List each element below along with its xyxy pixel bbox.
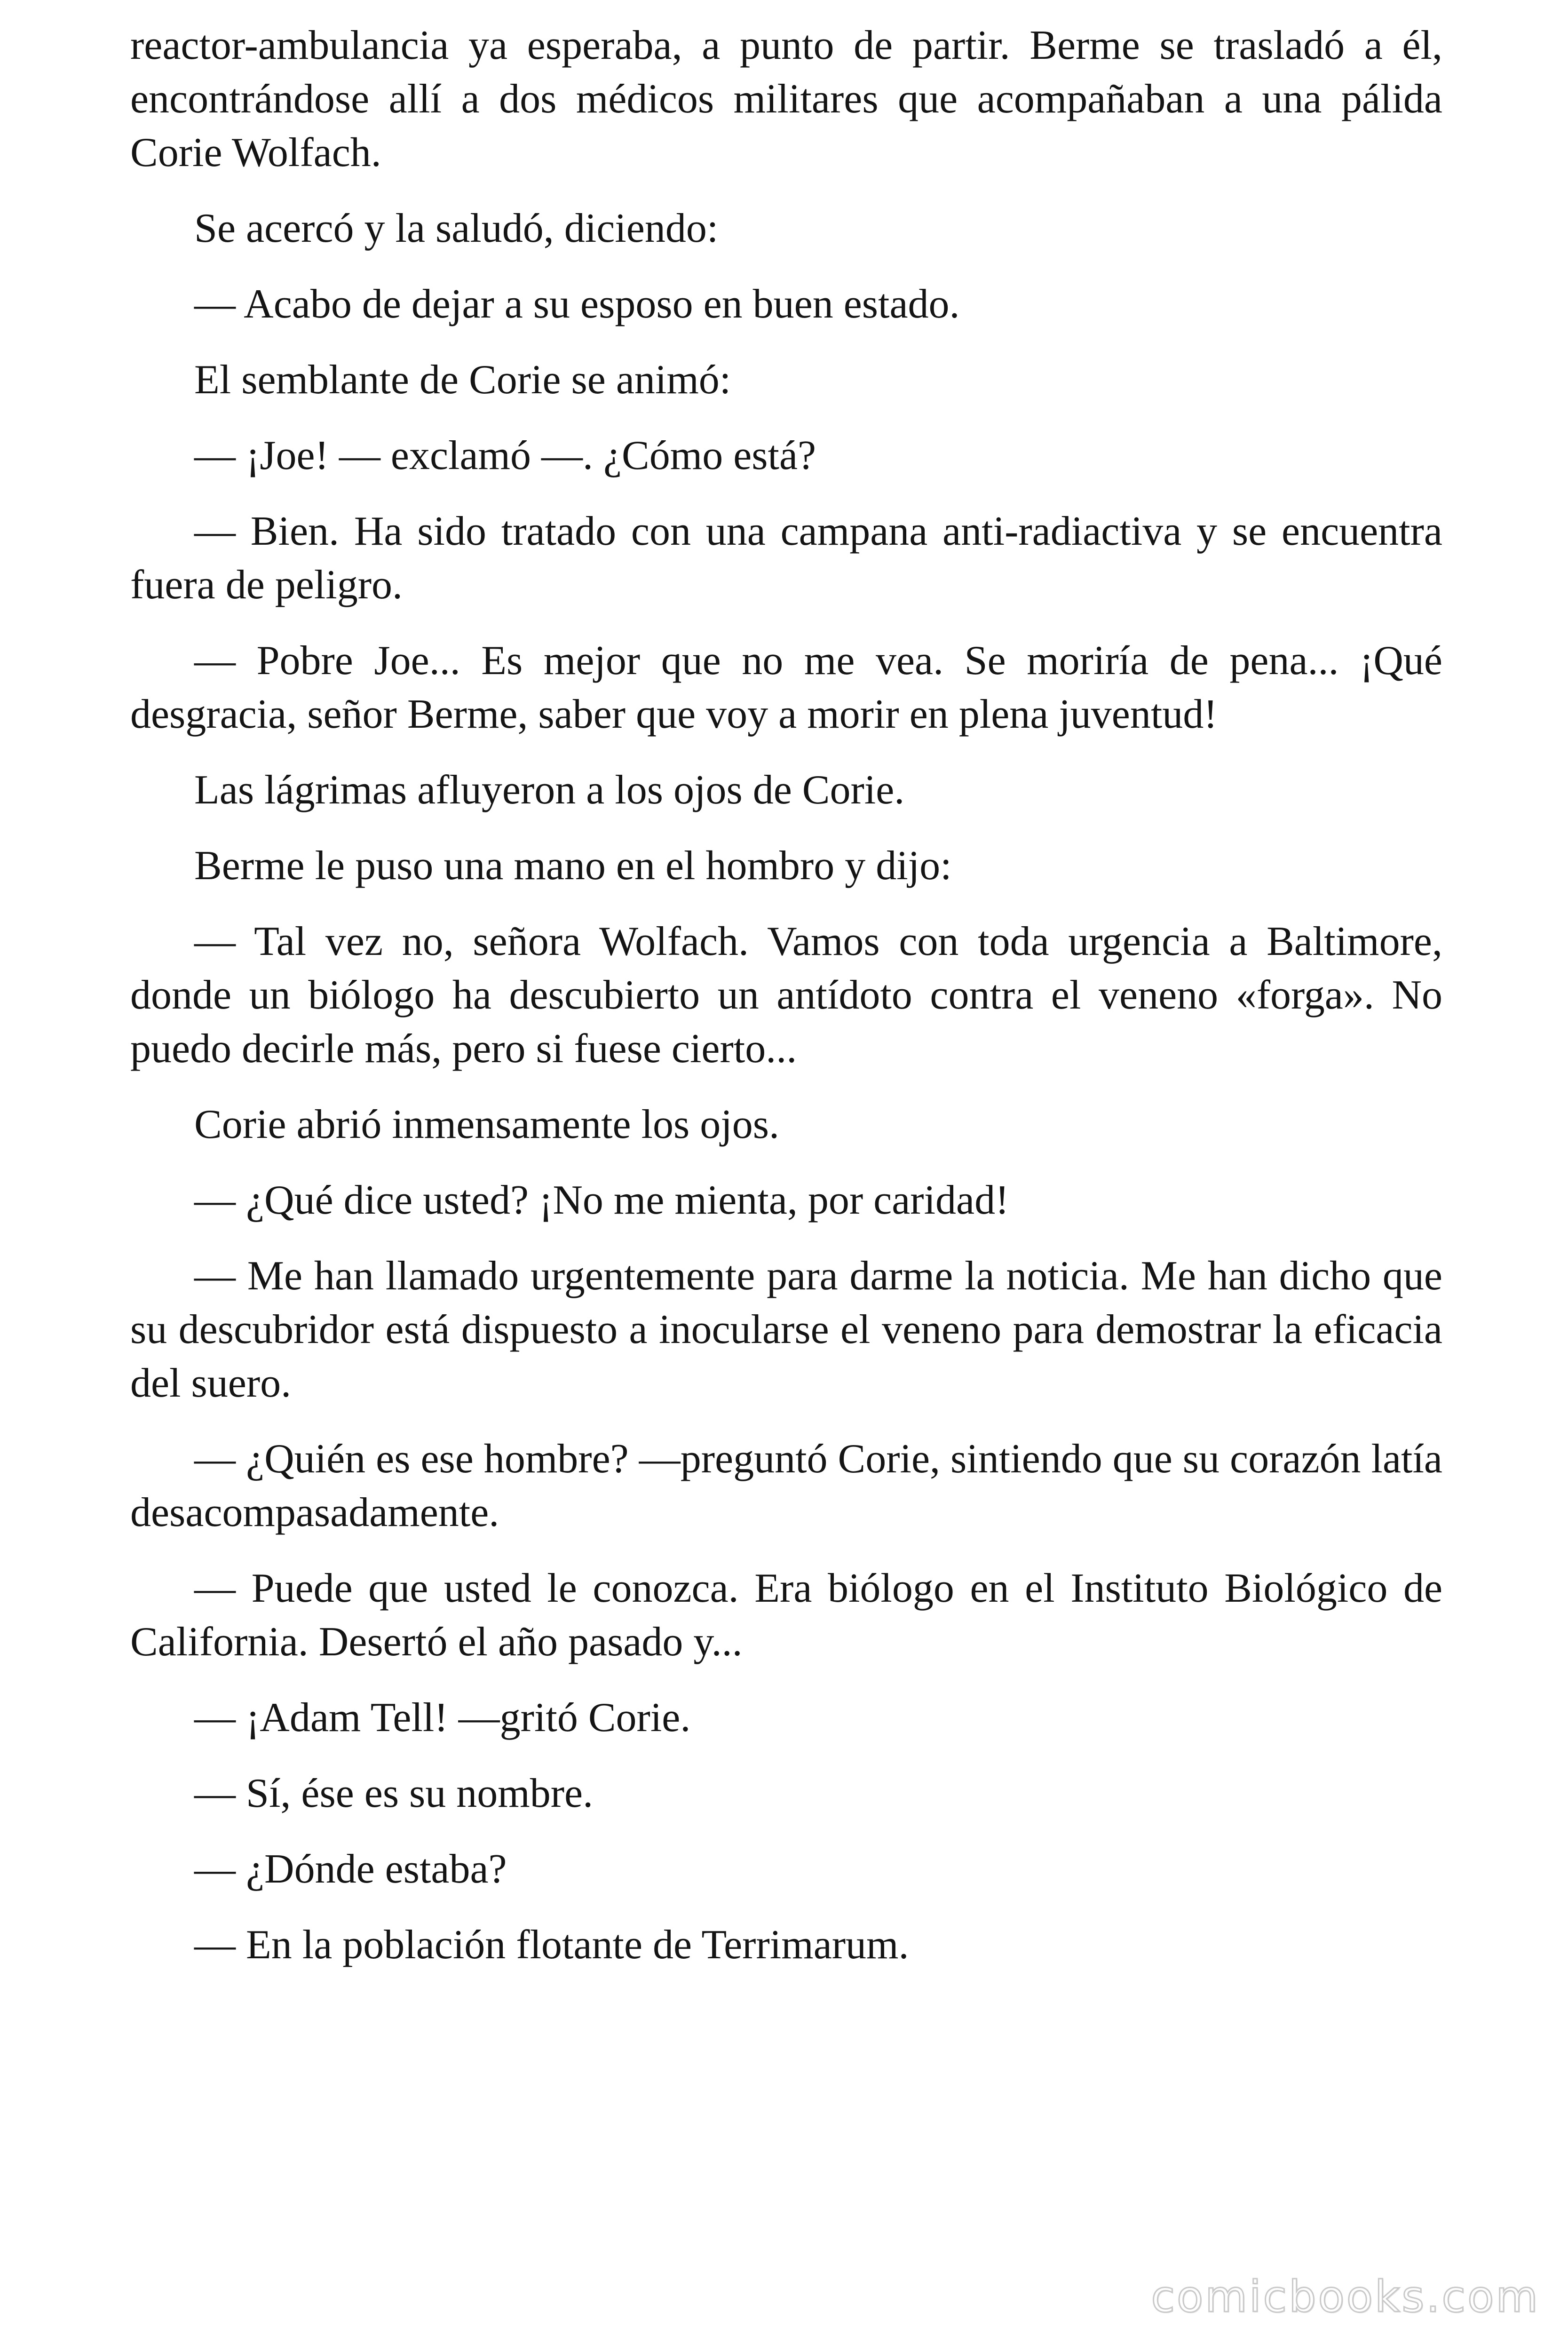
paragraph: — Pobre Joe... Es mejor que no me vea. Se moriría de pena... ¡Qué desgracia, señor Berme, saber que voy a morir en plena juventud! [130,638,1442,737]
paragraph: — Puede que usted le conozca. Era biólogo en el Instituto Biológico de California. Desertó el año pasado y... [130,1565,1442,1665]
paragraph: — ¡Adam Tell! —gritó Corie. [194,1695,691,1740]
paragraph: — En la población flotante de Terrimarum. [194,1922,909,1968]
paragraph: — Sí, ése es su nombre. [194,1771,594,1816]
paragraph: — Acabo de dejar a su esposo en buen estado. [194,281,960,327]
paragraph: — ¿Qué dice usted? ¡No me mienta, por caridad! [194,1177,1009,1223]
paragraph: — ¿Dónde estaba? [194,1846,507,1892]
paragraph: Corie abrió inmensamente los ojos. [194,1102,779,1147]
paragraph: Berme le puso una mano en el hombro y dijo: [194,843,952,889]
page-body [130,19,1442,1994]
watermark: comicbooks.com [1151,2272,1540,2322]
paragraph: — Tal vez no, señora Wolfach. Vamos con toda urgencia a Baltimore, donde un biólogo ha descubierto un antídoto contra el veneno «forga». No puedo decirle más, pero si fuese cierto... [130,919,1442,1072]
paragraph: — Bien. Ha sido tratado con una campana anti-radiactiva y se encuentra fuera de peligro. [130,509,1442,608]
paragraph: Se acercó y la saludó, diciendo: [194,206,719,251]
paragraph: El semblante de Corie se animó: [194,357,731,403]
paragraph: — ¡Joe! — exclamó —. ¿Cómo está? [194,433,816,478]
paragraph: — Me han llamado urgentemente para darme la noticia. Me han dicho que su descubridor está dispuesto a inocularse el veneno para demostrar la eficacia del suero. [130,1253,1442,1406]
paragraph: — ¿Quién es ese hombre? —preguntó Corie, sintiendo que su corazón latía desacompasadamente. [130,1436,1442,1535]
paragraph: Las lágrimas afluyeron a los ojos de Corie. [194,767,905,813]
paragraph: reactor-ambulancia ya esperaba, a punto de partir. Berme se trasladó a él, encontrándose allí a dos médicos militares que acompañaban a una pálida Corie Wolfach. [130,23,1442,175]
